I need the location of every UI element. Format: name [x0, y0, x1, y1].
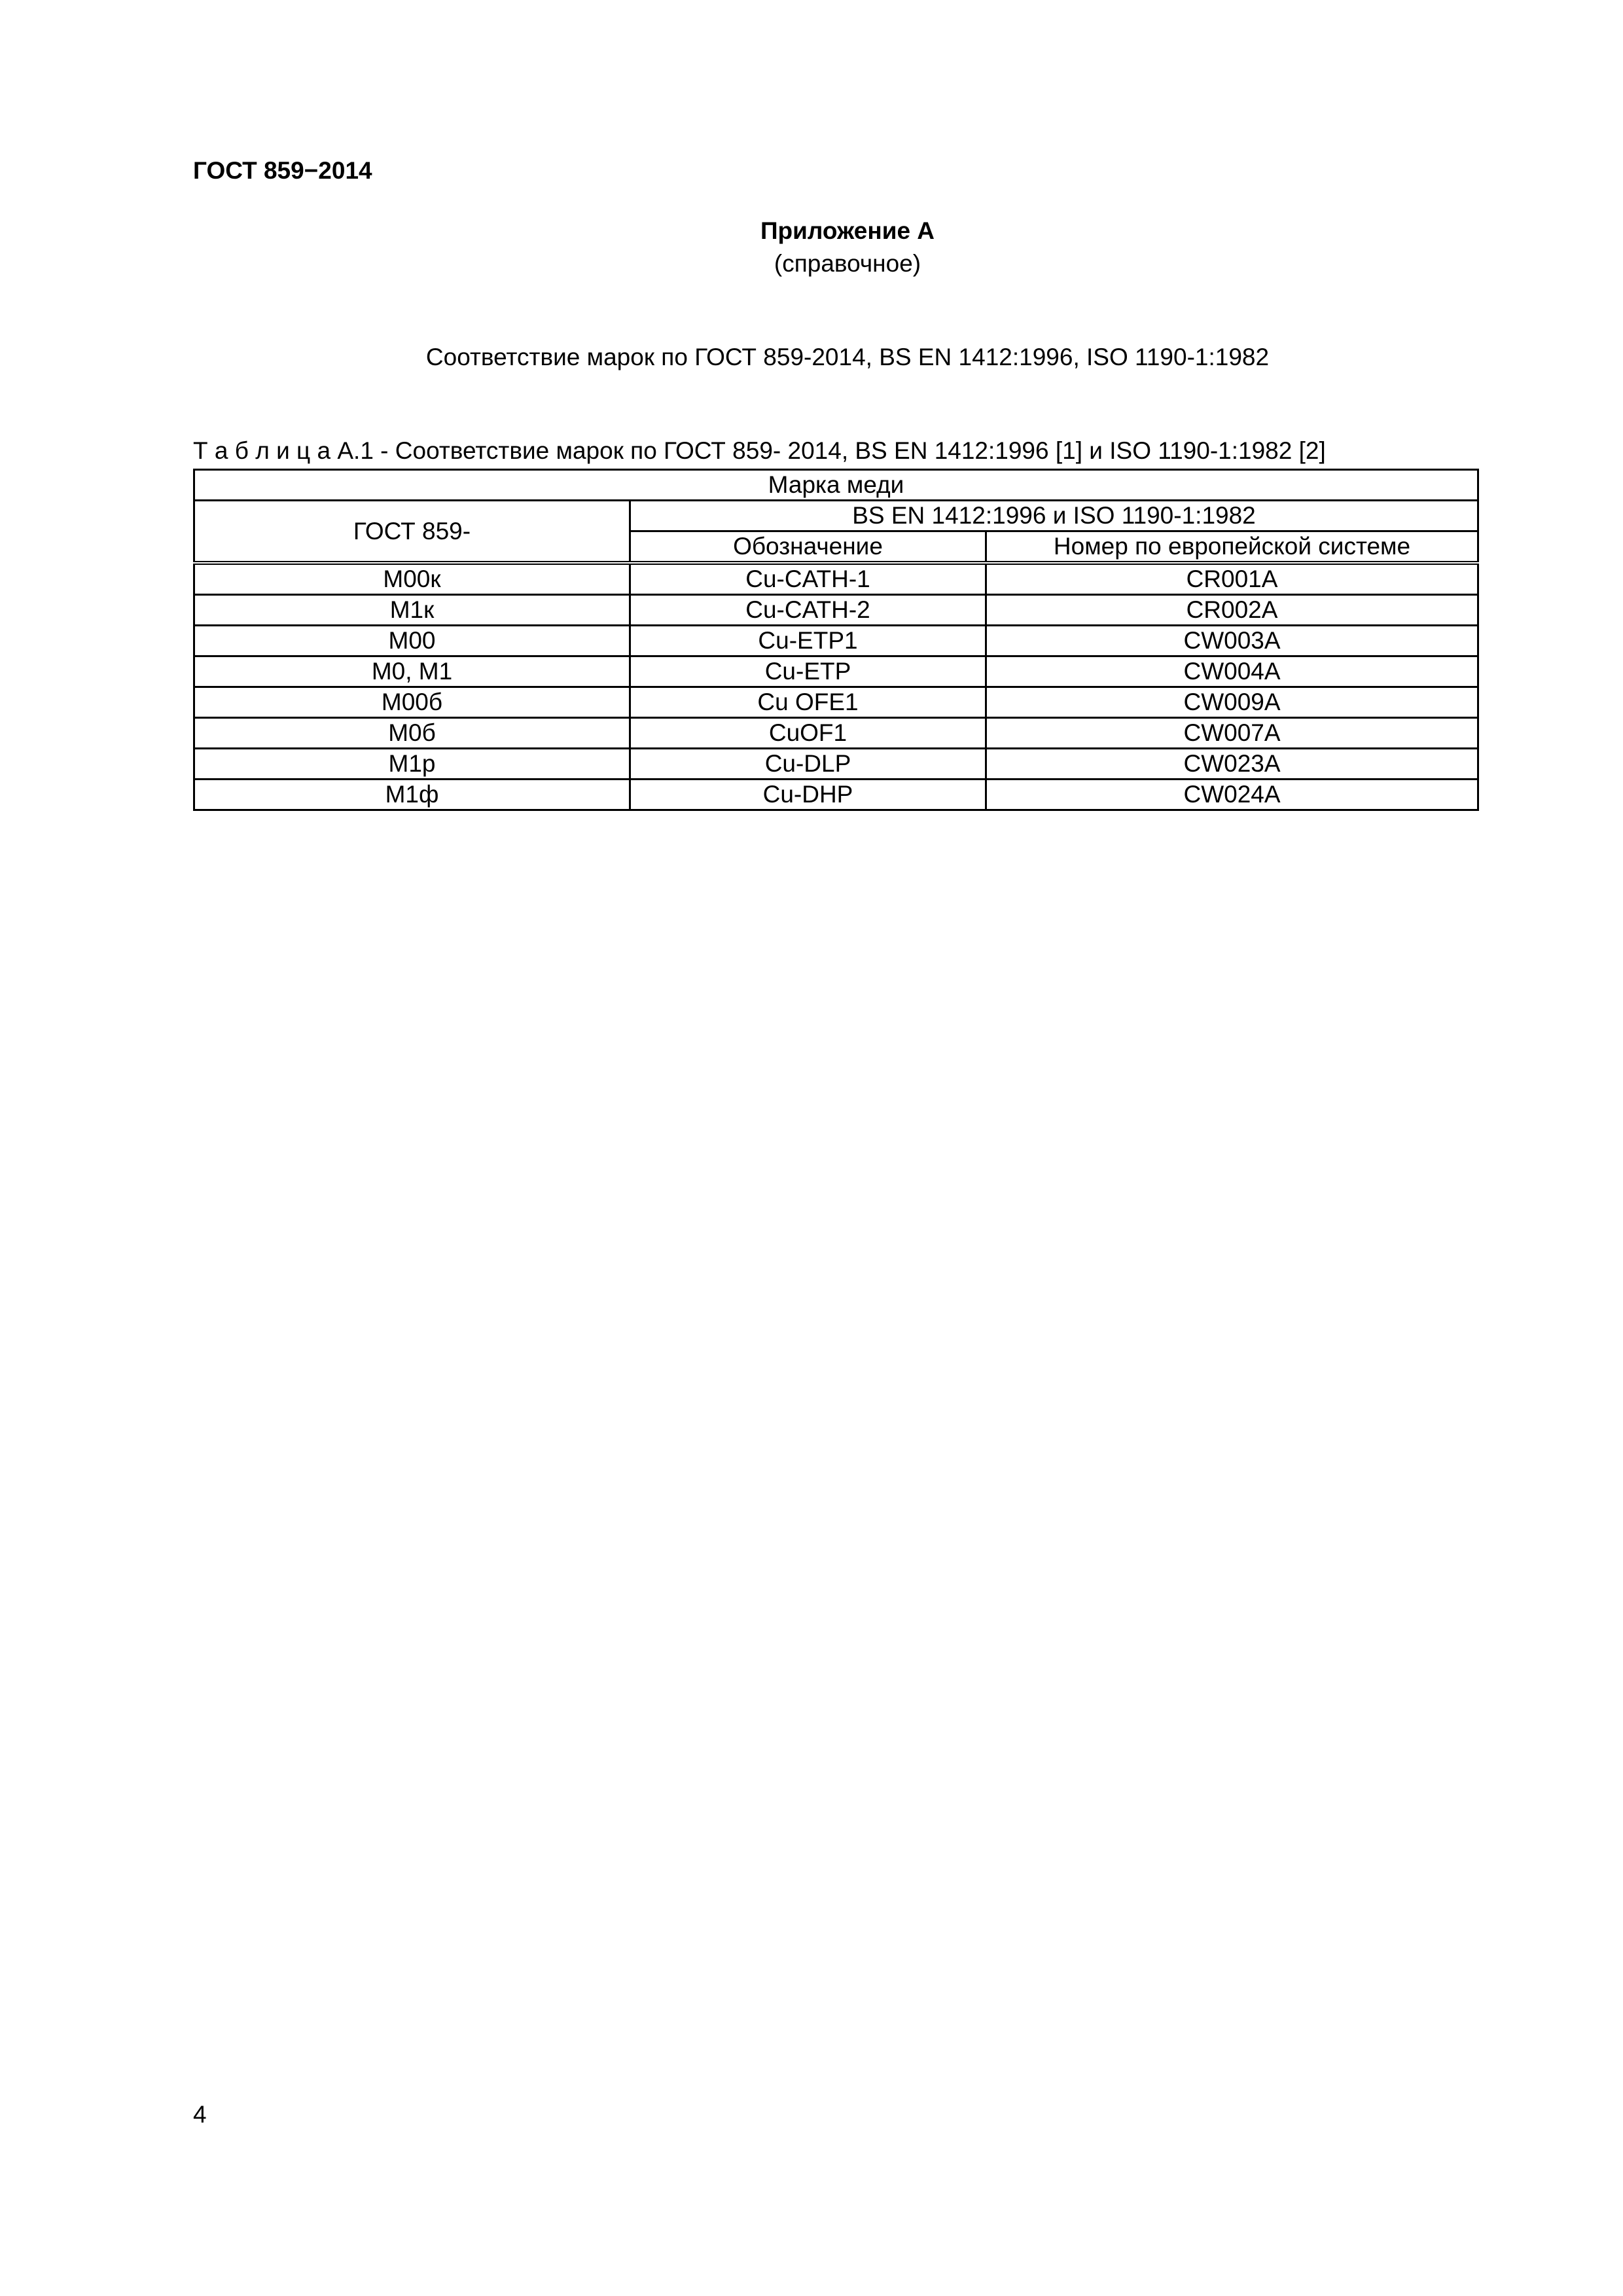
cell-gost-grade: М1р — [194, 749, 630, 780]
cell-european-number: CR001A — [986, 563, 1478, 595]
cell-designation: Cu-CATH-1 — [630, 563, 986, 595]
cell-designation: Cu-ETP — [630, 656, 986, 687]
cell-gost-grade: М00к — [194, 563, 630, 595]
cell-designation: Cu-ETP1 — [630, 626, 986, 656]
table-row — [194, 595, 1478, 626]
appendix-subtitle: (справочное) — [774, 250, 921, 277]
document-code: ГОСТ 859−2014 — [193, 157, 372, 184]
header-european-number: Номер по европейской системе — [986, 531, 1478, 564]
table-row — [194, 656, 1478, 687]
grade-correspondence-table — [193, 469, 1479, 811]
cell-european-number: CW003A — [986, 626, 1478, 656]
cell-gost-grade: М00 — [194, 626, 630, 656]
cell-designation: Cu OFE1 — [630, 687, 986, 718]
grade-correspondence-table-container — [193, 469, 1477, 811]
header-gost: ГОСТ 859- — [194, 501, 630, 564]
table-row — [194, 563, 1478, 595]
table-row — [194, 687, 1478, 718]
table-row — [194, 626, 1478, 656]
cell-european-number: CW023A — [986, 749, 1478, 780]
cell-designation: Cu-DHP — [630, 780, 986, 810]
table-row — [194, 749, 1478, 780]
cell-gost-grade: М0б — [194, 718, 630, 749]
cell-designation: Cu-DLP — [630, 749, 986, 780]
section-title: Соответствие марок по ГОСТ 859-2014, BS EN 1412:1996, ISO 1190-1:1982 — [425, 344, 1270, 370]
header-bs-en-iso: BS EN 1412:1996 и ISO 1190-1:1982 — [630, 501, 1478, 531]
cell-european-number: CW009A — [986, 687, 1478, 718]
cell-designation: Cu-CATH-2 — [630, 595, 986, 626]
appendix-title: Приложение А — [760, 217, 935, 244]
header-designation: Обозначение — [630, 531, 986, 564]
table-caption: Т а б л и ц а А.1 - Соответствие марок по ГОСТ 859- 2014, BS EN 1412:1996 [1] и ISO 1190-1:1982 [2] — [193, 437, 1326, 464]
table-row — [194, 780, 1478, 810]
cell-gost-grade: М00б — [194, 687, 630, 718]
cell-european-number: CR002A — [986, 595, 1478, 626]
page-number: 4 — [193, 2101, 207, 2128]
cell-european-number: CW024A — [986, 780, 1478, 810]
cell-gost-grade: М1ф — [194, 780, 630, 810]
cell-european-number: CW007A — [986, 718, 1478, 749]
cell-designation: CuOF1 — [630, 718, 986, 749]
cell-european-number: CW004A — [986, 656, 1478, 687]
header-copper-grade: Марка меди — [194, 470, 1478, 501]
table-row — [194, 718, 1478, 749]
cell-gost-grade: М1к — [194, 595, 630, 626]
cell-gost-grade: М0, М1 — [194, 656, 630, 687]
